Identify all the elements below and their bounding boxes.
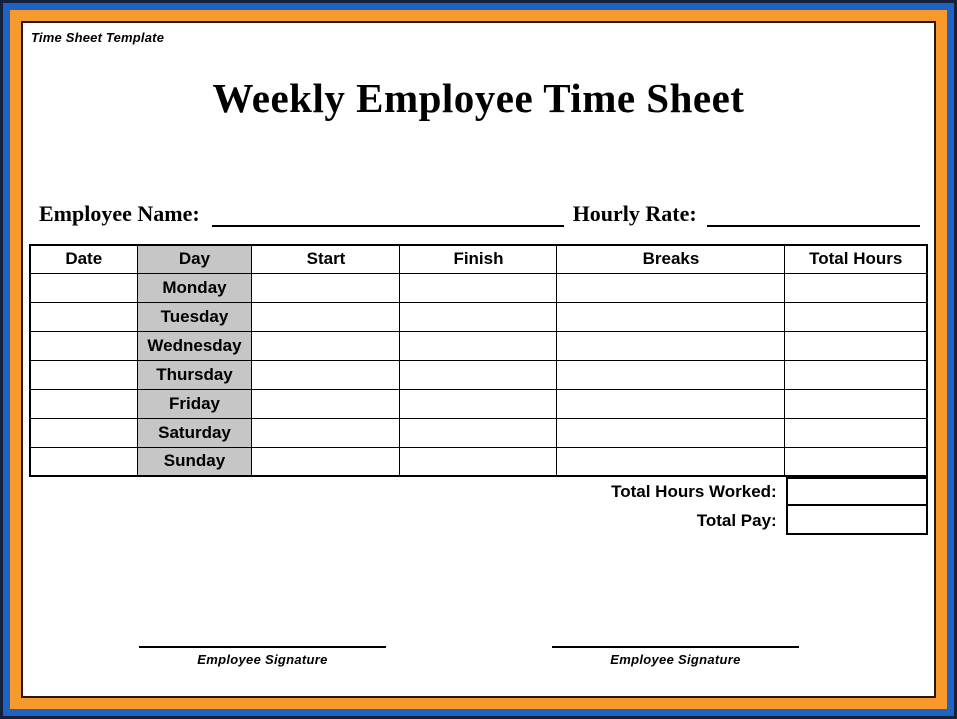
table-row [30,360,927,389]
breaks-cell[interactable] [557,389,785,418]
total-hours-cell[interactable] [785,331,927,360]
employee-name-field[interactable] [212,203,564,227]
signature-line[interactable] [139,646,386,648]
breaks-cell[interactable] [557,273,785,302]
table-row [30,302,927,331]
blue-frame [3,3,954,716]
total-hours-cell[interactable] [785,447,927,476]
inner-frame-line [21,21,936,698]
employee-name-label: Employee Name: [39,201,200,226]
date-cell[interactable] [30,447,137,476]
total-pay-row [29,506,928,535]
timesheet-table [29,244,928,477]
signature-line[interactable] [552,646,799,648]
breaks-cell[interactable] [557,447,785,476]
signature-label: Employee Signature [610,652,741,667]
breaks-cell[interactable] [557,418,785,447]
start-cell[interactable] [252,302,400,331]
table-row [30,447,927,476]
table-row [30,273,927,302]
total-hours-cell[interactable] [785,302,927,331]
total-hours-cell[interactable] [785,273,927,302]
finish-cell[interactable] [400,273,557,302]
finish-cell[interactable] [400,389,557,418]
col-header-date: Date [30,245,137,273]
day-cell: Friday [137,389,252,418]
total-hours-worked-box[interactable] [786,477,928,506]
date-cell[interactable] [30,302,137,331]
start-cell[interactable] [252,447,400,476]
total-hours-cell[interactable] [785,418,927,447]
total-hours-worked-row [29,477,928,506]
signatures-section [29,646,928,667]
total-pay-label: Total Pay: [696,511,777,530]
table-row [30,331,927,360]
date-cell[interactable] [30,273,137,302]
table-row [30,418,927,447]
doc-label: Time Sheet Template [31,30,165,45]
finish-cell[interactable] [400,302,557,331]
breaks-cell[interactable] [557,331,785,360]
total-hours-cell[interactable] [785,389,927,418]
day-cell: Wednesday [137,331,252,360]
finish-cell[interactable] [400,418,557,447]
date-cell[interactable] [30,418,137,447]
col-header-day: Day [137,245,252,273]
orange-frame [10,10,947,709]
table-header-row [30,245,927,273]
document-page [23,23,934,696]
totals-section [29,477,928,535]
hourly-rate-field[interactable] [707,203,920,227]
col-header-breaks: Breaks [557,245,785,273]
finish-cell[interactable] [400,447,557,476]
day-cell: Sunday [137,447,252,476]
start-cell[interactable] [252,273,400,302]
col-header-total-hours: Total Hours [785,245,927,273]
start-cell[interactable] [252,331,400,360]
start-cell[interactable] [252,418,400,447]
hourly-rate-label: Hourly Rate: [572,201,697,226]
breaks-cell[interactable] [557,302,785,331]
breaks-cell[interactable] [557,360,785,389]
day-cell: Tuesday [137,302,252,331]
page-title: Weekly Employee Time Sheet [212,75,745,121]
signature-block [139,646,386,667]
finish-cell[interactable] [400,360,557,389]
day-cell: Monday [137,273,252,302]
date-cell[interactable] [30,389,137,418]
total-pay-box[interactable] [786,504,928,535]
finish-cell[interactable] [400,331,557,360]
table-row [30,389,927,418]
day-cell: Thursday [137,360,252,389]
signature-block [552,646,799,667]
col-header-start: Start [252,245,400,273]
day-cell: Saturday [137,418,252,447]
date-cell[interactable] [30,331,137,360]
date-cell[interactable] [30,360,137,389]
total-hours-worked-label: Total Hours Worked: [611,482,777,501]
total-hours-cell[interactable] [785,360,927,389]
start-cell[interactable] [252,360,400,389]
employee-info-row [29,201,928,227]
start-cell[interactable] [252,389,400,418]
signature-label: Employee Signature [197,652,328,667]
col-header-finish: Finish [400,245,557,273]
